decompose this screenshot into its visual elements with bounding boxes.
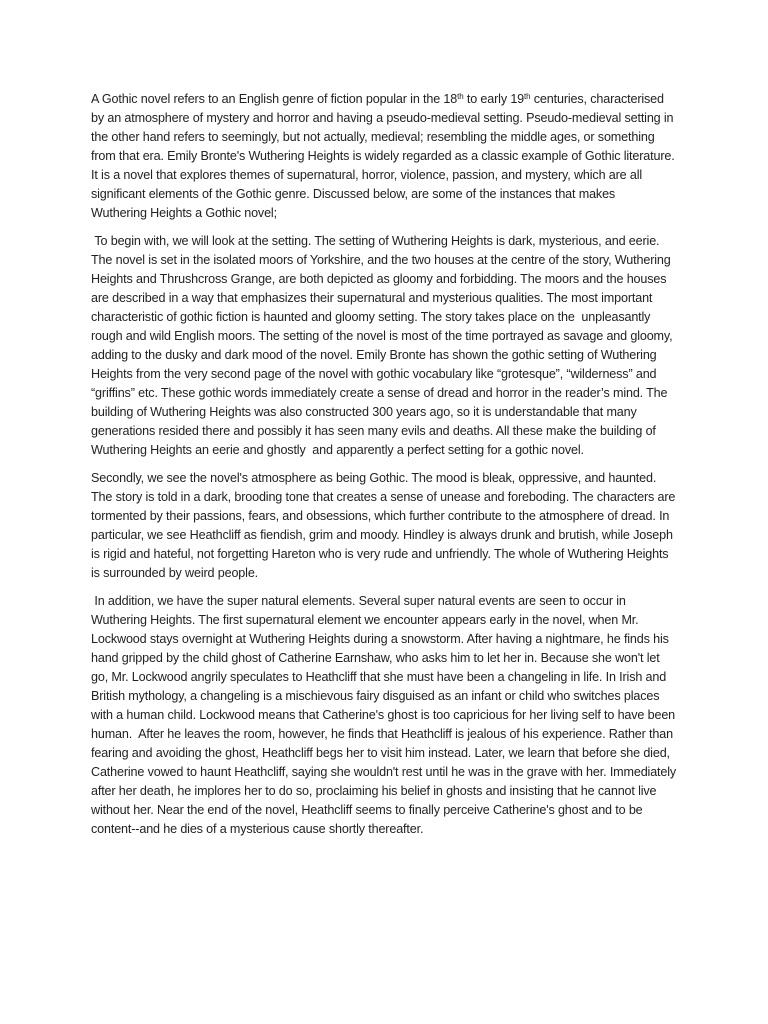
paragraph-introduction xyxy=(91,90,677,223)
paragraph-atmosphere xyxy=(91,469,677,583)
paragraph-supernatural xyxy=(91,592,680,839)
paragraph-text: To begin with, we will look at the setting. The setting of Wuthering Heights is dark, mysterious, and eerie. The novel is set in the isolated moors of Yorkshire, and the two houses at the centre of the story, Wuthering Heights and Thrushcross Grange, are both depicted as gloomy and forbidding. The moors and the houses are described in a way that emphasizes their supernatural and mysterious qualities. The most important characteristic of gothic fiction is haunted and gloomy setting. The story takes place on the unpleasantly rough and wild English moors. The setting of the novel is most of the time portrayed as savage and gloomy, adding to the dusky and dark mood of the novel. Emily Bronte has shown the gothic setting of Wuthering Heights from the very second page of the novel with gothic vocabulary like “grotesque”, “wilderness” and “griffins” etc. These gothic words immediately create a sense of dread and horror in the reader’s mind. The building of Wuthering Heights was also constructed 300 years ago, so it is understandable that many generations resided there and possibly it has seen many evils and deaths. All these make the building of Wuthering Heights an eerie and ghostly and apparently a perfect setting for a gothic novel. xyxy=(91,234,676,457)
paragraph-text: to early 19 xyxy=(463,92,525,106)
paragraph-text: A Gothic novel refers to an English genre of fiction popular in the 18 xyxy=(91,92,458,106)
paragraph-text: In addition, we have the super natural elements. Several super natural events are seen to occur in Wuthering Heights. The first supernatural element we encounter appears early in the novel, when Mr. Lockwood stays overnight at Wuthering Heights during a snowstorm. After having a nightmare, he finds his hand gripped by the child ghost of Catherine Earnshaw, who asks him to let her in. Because she won't let go, Mr. Lockwood angrily speculates to Heathcliff that she must have been a changeling in life. In Irish and British mythology, a changeling is a mischievous fairy disguised as an infant or child who switches places with a human child. Lockwood means that Catherine's ghost is too capricious for her living self to have been human. After he leaves the room, however, he finds that Heathcliff is jealous of his experience. Rather than fearing and avoiding the ghost, Heathcliff begs her to visit him instead. Later, we learn that before she died, Catherine vowed to haunt Heathcliff, saying she wouldn't rest until he was in the grave with her. Immediately after her death, he implores her to do so, proclaiming his belief in ghosts and insisting that he cannot live without her. Near the end of the novel, Heathcliff seems to finally perceive Catherine's ghost and to be content--and he dies of a mysterious cause shortly thereafter. xyxy=(91,594,680,836)
document-body xyxy=(91,90,680,848)
paragraph-setting xyxy=(91,232,677,460)
paragraph-text: Secondly, we see the novel's atmosphere as being Gothic. The mood is bleak, oppressive, and haunted. The story is told in a dark, brooding tone that creates a sense of unease and foreboding. The characters are tormented by their passions, fears, and obsessions, which further contribute to the atmosphere of dread. In particular, we see Heathcliff as fiendish, grim and moody. Hindley is always drunk and brutish, while Joseph is rigid and hateful, not forgetting Hareton who is very rude and unfriendly. The whole of Wuthering Heights is surrounded by weird people. xyxy=(91,471,679,580)
superscript-ordinal: th xyxy=(524,92,531,101)
paragraph-text: centuries, characterised by an atmosphere of mystery and horror and having a pseudo-medieval setting. Pseudo-medieval setting in the other hand refers to seemingly, but not actually, medieval; resembling the middle ages, or something from that era. Emily Bronte's Wuthering Heights is widely regarded as a classic example of Gothic literature. It is a novel that explores themes of supernatural, horror, violence, passion, and mystery, which are all significant elements of the Gothic genre. Discussed below, are some of the instances that makes Wuthering Heights a Gothic novel; xyxy=(91,92,678,220)
superscript-ordinal: th xyxy=(457,92,464,101)
